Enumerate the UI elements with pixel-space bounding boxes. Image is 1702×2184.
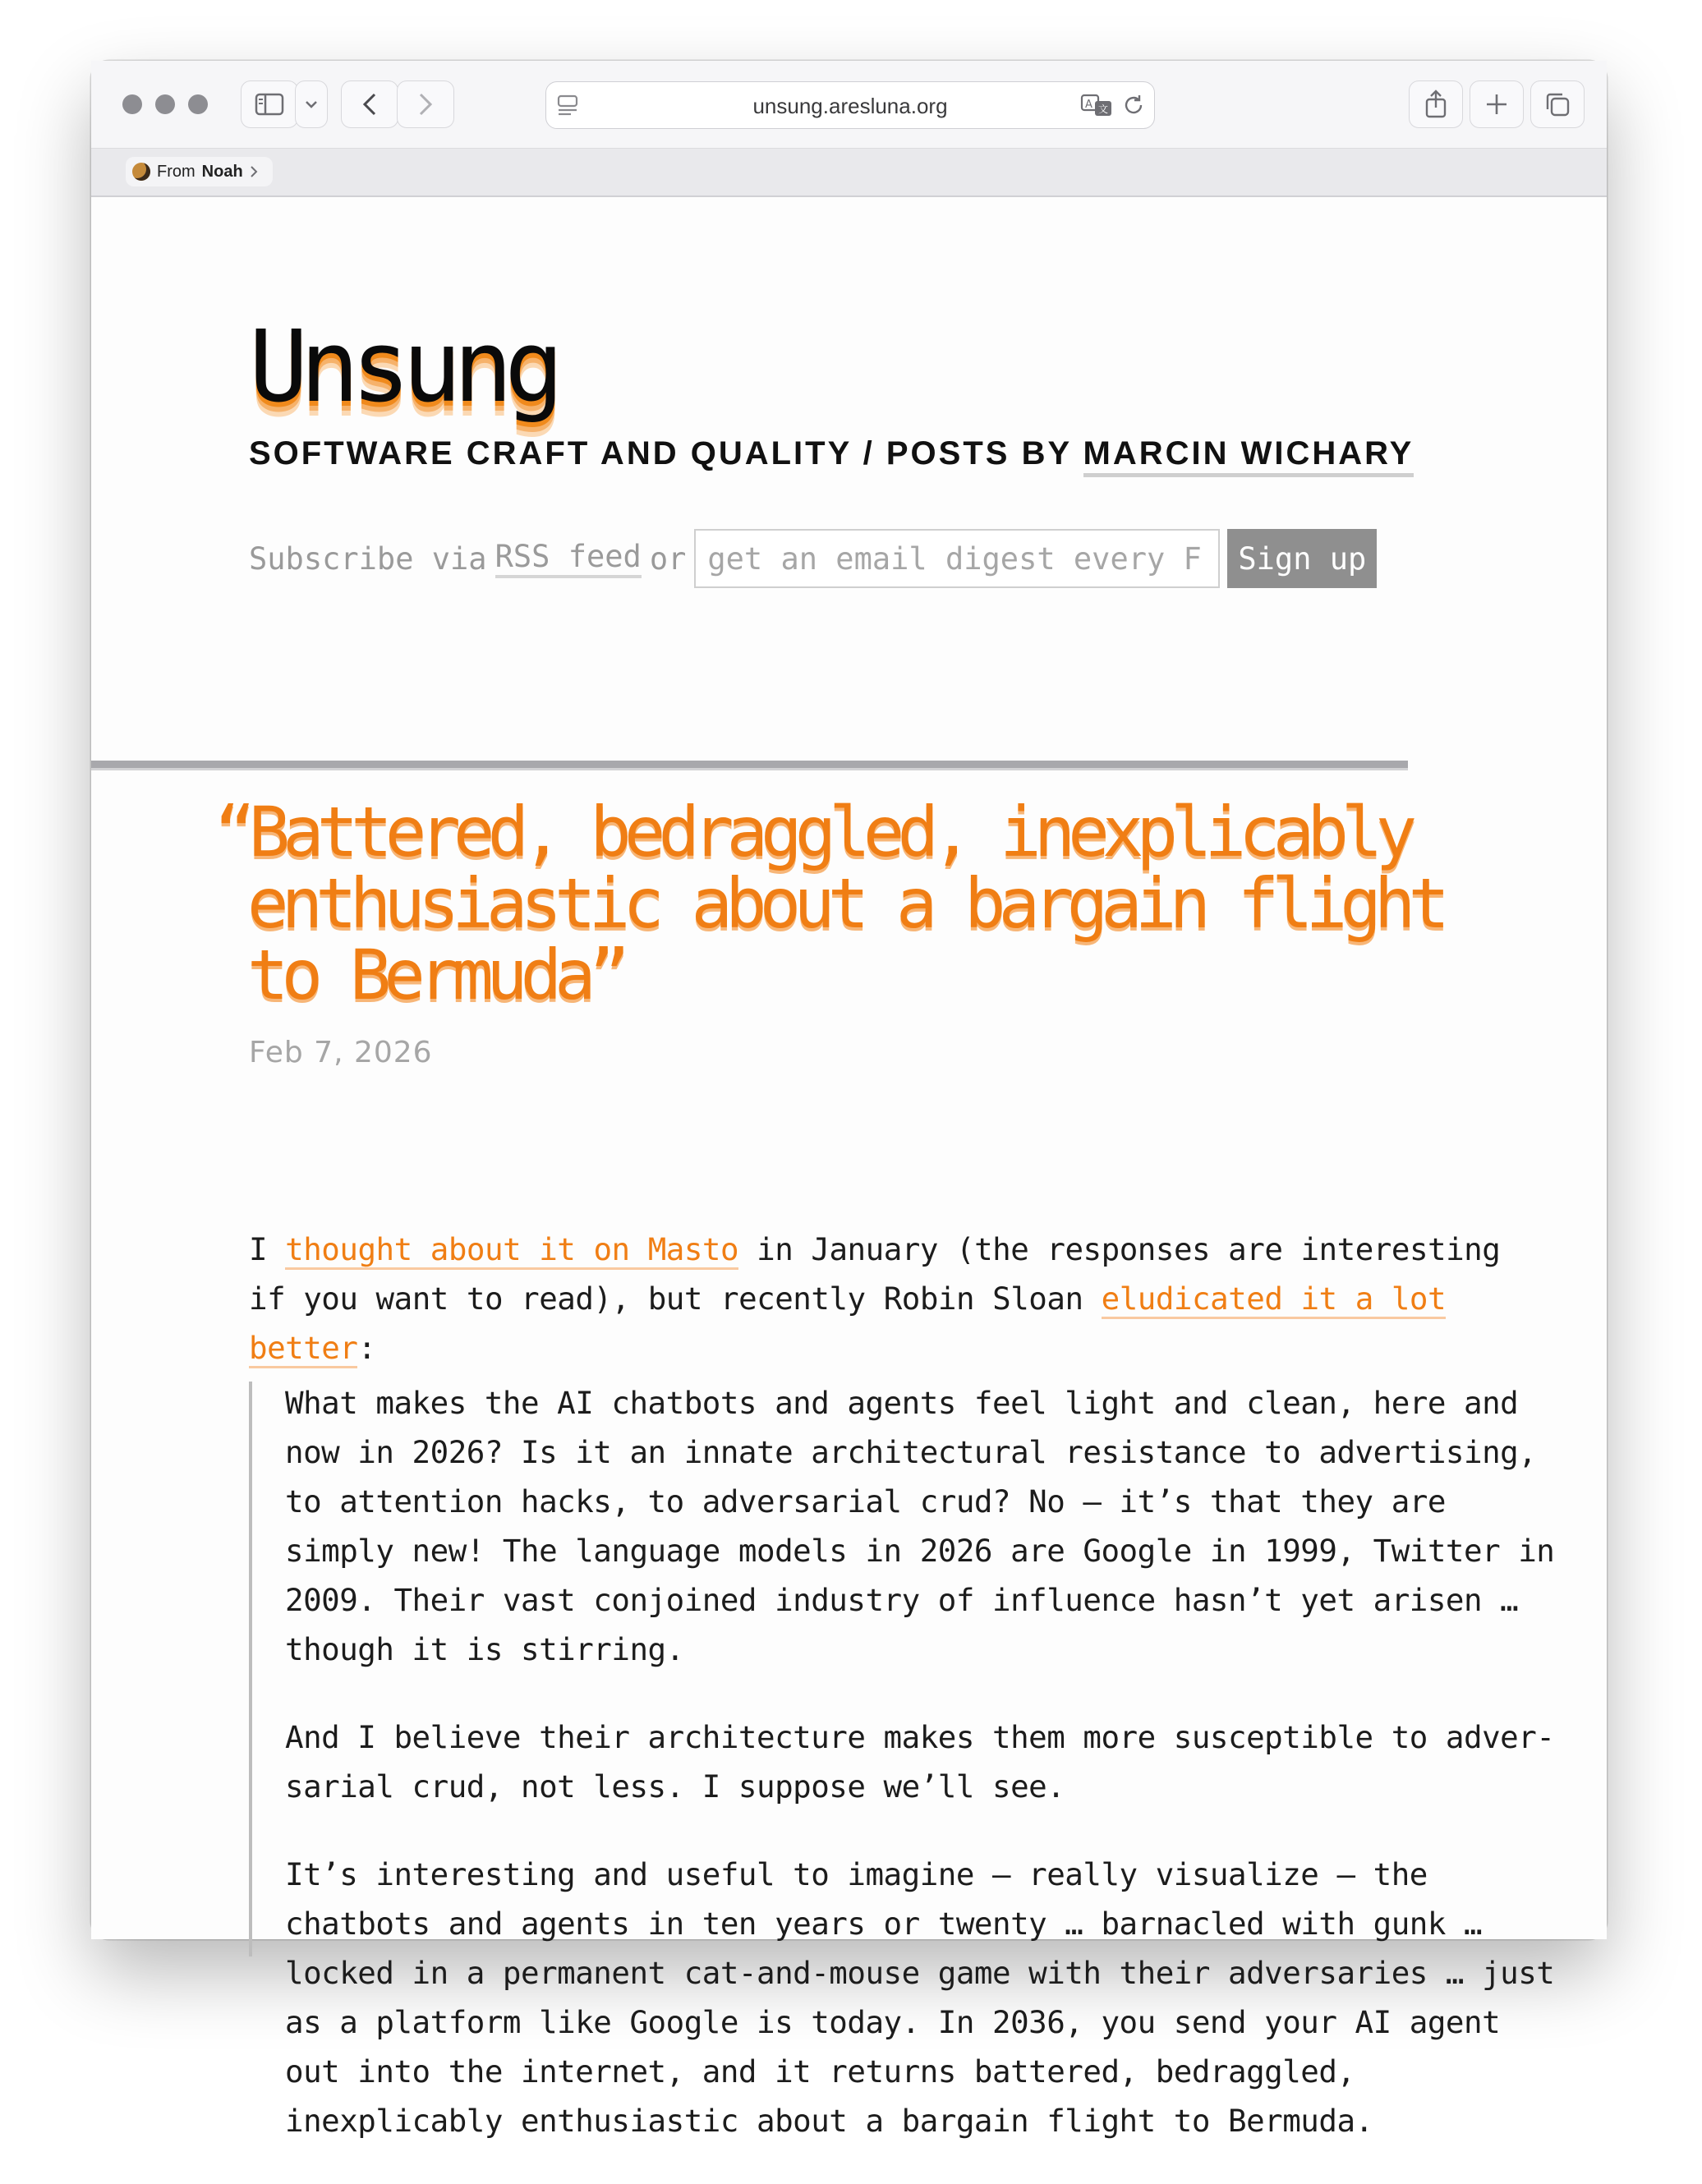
quote-paragraph: And I believe their architecture makes them more susceptible to adversarial crud, not less. I suppose we’ll see. xyxy=(285,1719,1555,1805)
intro-text-3: : xyxy=(357,1330,376,1366)
svg-text:A: A xyxy=(1085,99,1092,111)
post-date: Feb 7, 2026 xyxy=(249,1036,433,1069)
subscribe-prefix: Subscribe via xyxy=(249,540,487,577)
tagline-text: SOFTWARE CRAFT AND QUALITY / POSTS BY xyxy=(249,435,1072,471)
blockquote xyxy=(285,1378,1558,2184)
masto-link[interactable]: thought about it on Masto xyxy=(285,1231,738,1270)
chevron-left-icon xyxy=(362,92,377,117)
blockquote-bar xyxy=(249,1382,252,1956)
tabs-icon xyxy=(1544,91,1571,117)
site-logo[interactable]: Unsung xyxy=(249,310,556,425)
sidebar-toggle-button[interactable] xyxy=(241,80,298,128)
back-button[interactable] xyxy=(341,80,398,128)
address-bar[interactable] xyxy=(545,81,1155,129)
post-title[interactable]: “Battered, bedraggled, inexplicably enthusiastic about a bargain flight to Bermuda” xyxy=(214,792,1443,1015)
share-button[interactable] xyxy=(1409,80,1463,128)
forward-button[interactable] xyxy=(397,80,454,128)
or-label: or xyxy=(649,540,687,577)
page-content xyxy=(91,197,1607,2139)
reload-icon[interactable] xyxy=(1121,93,1146,117)
rss-feed-link[interactable]: RSS feed xyxy=(495,539,642,578)
sign-up-button[interactable]: Sign up xyxy=(1227,529,1377,588)
chevron-right-icon xyxy=(250,165,258,178)
from-noah-item[interactable] xyxy=(126,157,273,186)
url-text: unsung.aresluna.org xyxy=(752,94,948,118)
favorites-bar xyxy=(91,149,1607,197)
close-window-button[interactable] xyxy=(122,94,142,114)
browser-toolbar xyxy=(91,61,1607,149)
favorite-name: Noah xyxy=(201,162,243,181)
chevron-down-icon xyxy=(305,100,318,108)
intro-text-1: I xyxy=(249,1231,286,1267)
favorite-prefix: From xyxy=(157,162,196,181)
minimize-window-button[interactable] xyxy=(155,94,175,114)
svg-text:文: 文 xyxy=(1098,103,1109,115)
intro-text-2: in January (the responses are interesting if you want to read), but recently Robin Sloan xyxy=(249,1231,1501,1317)
robin-sloan-link[interactable]: eludicated it a lot better xyxy=(249,1281,1446,1368)
avatar xyxy=(132,163,150,181)
chevron-right-icon xyxy=(418,92,433,117)
new-tab-button[interactable] xyxy=(1470,80,1524,128)
sidebar-icon xyxy=(255,93,284,116)
share-icon xyxy=(1424,90,1448,119)
header-divider xyxy=(91,761,1408,770)
intro-paragraph xyxy=(249,1225,1530,1372)
subscribe-form xyxy=(249,529,1377,588)
tab-group-menu-button[interactable] xyxy=(295,80,328,128)
site-tagline xyxy=(249,435,1414,472)
email-field[interactable] xyxy=(694,529,1220,588)
quote-paragraph: It’s interesting and useful to imagine — really visualize — the chatbots and agents in ten years or twenty … barnacled with gunk … locked in a permanent cat-and-mouse game with their adversaries … just as a platform like Google is today. In 2036, you send your AI agent out into the internet, and it returns battered, bedraggled, inexplicably enthusiastic about a bargain flight to Bermuda. xyxy=(285,1856,1555,2139)
author-link[interactable]: MARCIN WICHARY xyxy=(1083,435,1414,477)
zoom-window-button[interactable] xyxy=(188,94,208,114)
browser-window xyxy=(91,61,1607,2139)
quote-paragraph: What makes the AI chatbots and agents feel light and clean, here and now in 2026? Is it an innate architectural resistance to advertising, to attention hacks, to adversarial crud? No — it’s that they are simply new! The language models in 2026 are Google in 1999, Twitter in 2009. Their vast conjoined industry of influence hasn’t yet arisen … though it is stirring. xyxy=(285,1385,1555,1667)
tab-overview-button[interactable] xyxy=(1530,80,1585,128)
plus-icon xyxy=(1484,92,1509,117)
translate-icon[interactable] xyxy=(1080,93,1113,117)
